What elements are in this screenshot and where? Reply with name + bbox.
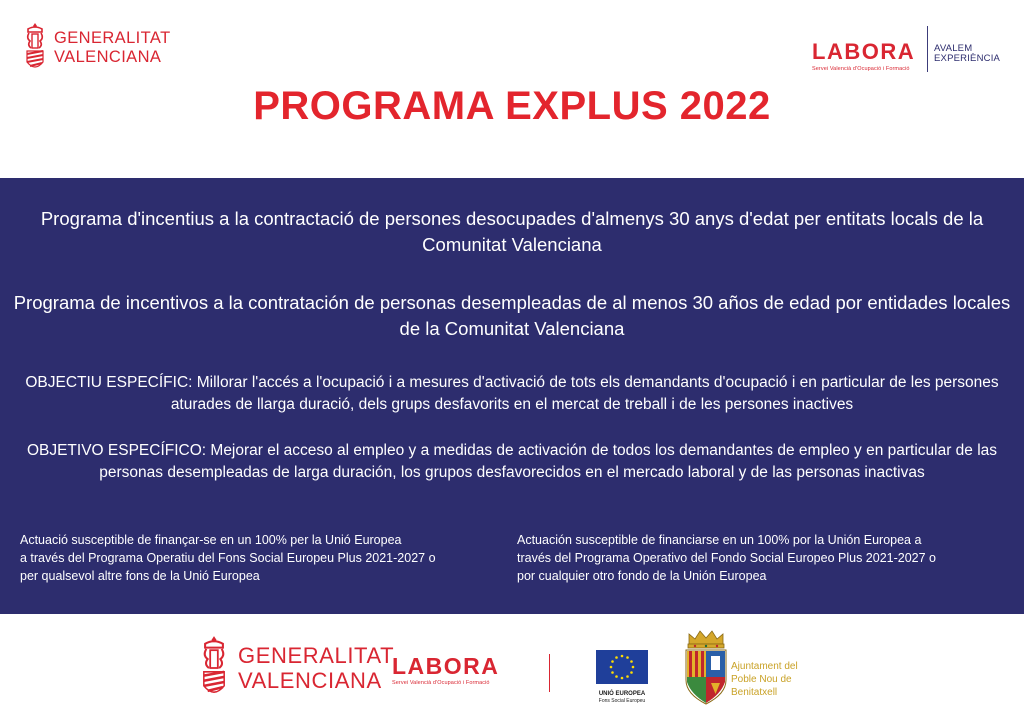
ayuntamiento-line1: Ajuntament del	[731, 661, 798, 672]
avalem-line1: AVALEM	[934, 43, 973, 54]
labora-subtitle: Servei Valencià d'Ocupació i Formació	[392, 680, 490, 686]
objective-spanish: OBJETIVO ESPECÍFICO: Mejorar el acceso al empleo y a medidas de activación de todos los demandantes de empleo y en particular de las personas desempleadas de larga duración, los grupos desfavorecidos en el mercado laboral y de las personas inactivas	[26, 442, 998, 481]
generalitat-emblem-icon	[200, 632, 228, 704]
funding-note-spanish	[517, 531, 1007, 585]
funding-va-line2: a través del Programa Operatiu del Fons Social Europeu Plus 2021-2027 o	[20, 551, 436, 565]
eu-logo	[596, 650, 648, 704]
generalitat-wordmark	[54, 29, 171, 67]
labora-wordmark: LABORA	[392, 653, 500, 679]
funding-es-line1: Actuación susceptible de financiarse en un 100% por la Unión Europea a	[517, 533, 922, 547]
page-title: PROGRAMA EXPLUS 2022	[253, 84, 771, 128]
intro-valencian: Programa d'incentius a la contractació de persones desocupades d'almenys 30 anys d'edat per entitats locals de la Comunitat Valenciana	[40, 208, 984, 255]
ayuntamiento-line3: Benitatxell	[731, 687, 778, 698]
coat-of-arms-icon	[681, 628, 731, 708]
funding-va-line3: per qualsevol altre fons de la Unió Europea	[20, 569, 260, 583]
avalem-experiencia-logo	[934, 44, 1000, 64]
generalitat-line1: GENERALITAT	[54, 29, 171, 47]
footer-divider	[549, 654, 550, 692]
info-panel	[0, 178, 1024, 614]
generalitat-logo-footer	[200, 632, 394, 704]
eu-subcaption: Fons Social Europeu	[598, 698, 646, 704]
funding-es-line2: través del Programa Operativo del Fondo Social Europeo Plus 2021-2027 o	[517, 551, 937, 565]
ayuntamiento-line2: Poble Nou de	[731, 674, 792, 685]
labora-wordmark: LABORA	[812, 39, 916, 64]
eu-caption: UNIÓ EUROPEA	[598, 691, 646, 697]
avalem-divider	[927, 26, 928, 72]
generalitat-line1: GENERALITAT	[238, 643, 395, 668]
funding-va-line1: Actuació susceptible de finançar-se en un 100% per la Unió Europea	[20, 533, 402, 547]
funding-es-line3: por cualquier otro fondo de la Unión Europea	[517, 569, 767, 583]
generalitat-logo-header	[24, 22, 171, 74]
eu-flag-icon	[596, 650, 648, 684]
labora-logo-header	[812, 40, 915, 72]
avalem-line2: EXPERIÈNCIA	[934, 53, 1001, 64]
intro-spanish: Programa de incentivos a la contratación de personas desempleadas de al menos 30 años de edad por entidades locales de la Comunitat Valenciana	[13, 292, 1011, 339]
generalitat-emblem-icon	[24, 22, 46, 74]
labora-logo-footer	[392, 654, 499, 686]
objective-valencian: OBJECTIU ESPECÍFIC: Millorar l'accés a l'ocupació i a mesures d'activació de tots els demandants d'ocupació i en particular de les persones aturades de llarga duració, dels grups desfavorits en el mercat de treball i de les persones inactives	[25, 374, 999, 413]
ayuntamiento-name	[731, 660, 798, 699]
labora-subtitle: Servei Valencià d'Ocupació i Formació	[812, 66, 910, 72]
funding-note-valencian	[20, 531, 500, 585]
generalitat-line2: VALENCIANA	[54, 48, 162, 66]
generalitat-wordmark	[238, 643, 394, 693]
generalitat-line2: VALENCIANA	[238, 668, 382, 693]
